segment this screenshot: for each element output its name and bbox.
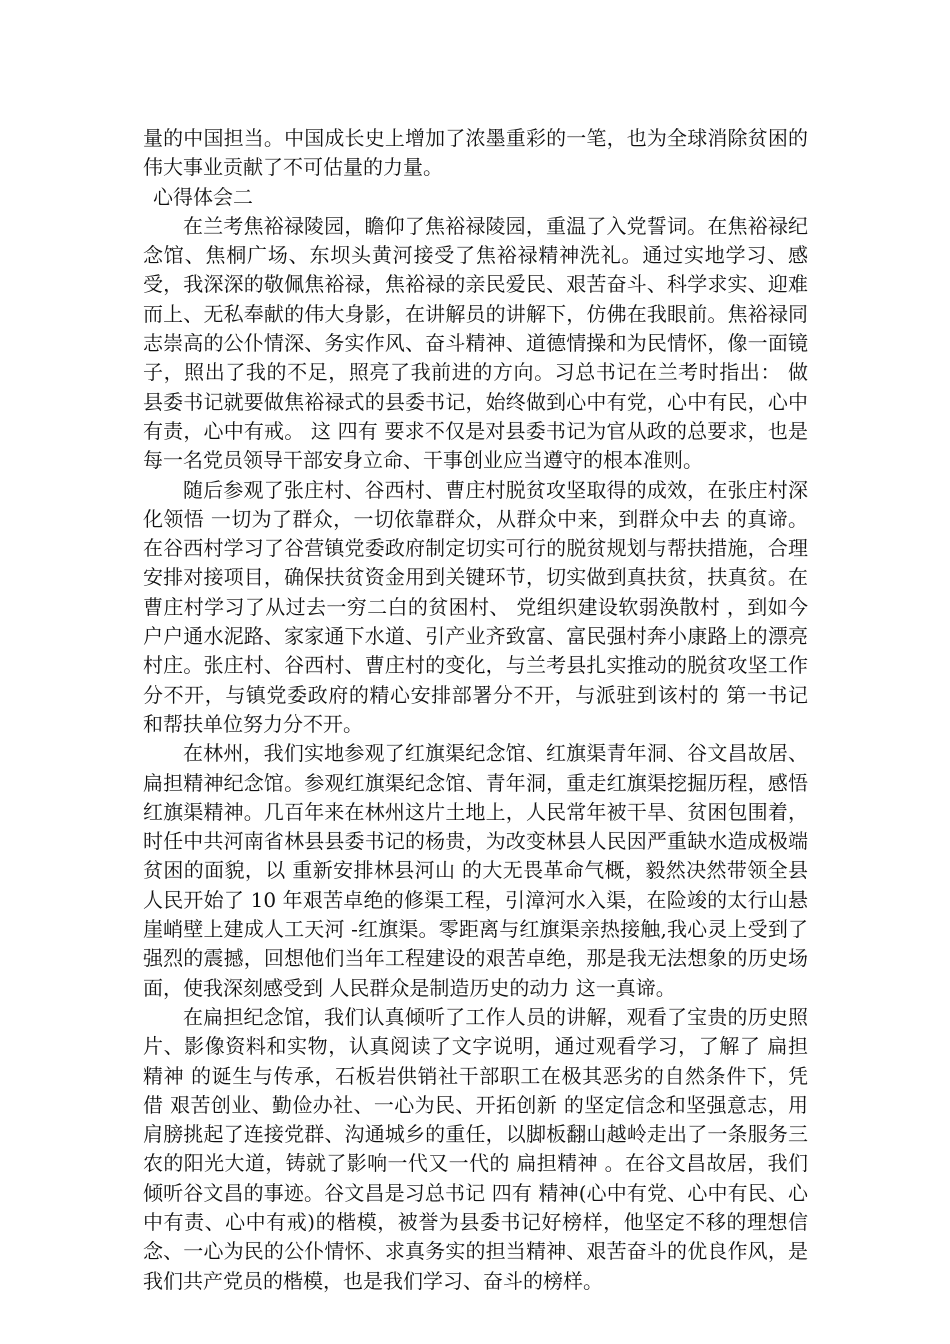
paragraph-lankao: 在兰考焦裕禄陵园，瞻仰了焦裕禄陵园，重温了入党誓词。在焦裕禄纪念馆、焦桐广场、东坝头黄河接受了焦裕禄精神洗礼。通过实地学习、感受，我深深的敬佩焦裕禄，焦裕禄的亲民爱民、艰苦奋斗、科学求实、迎难而上、无私奉献的伟大身影，在讲解员的讲解下，仿佛在我眼前。焦裕禄同志崇高的公仆情深、务实作风、奋斗精神、道德情操和为民情怀，像一面镜子，照出了我的不足，照亮了我前进的方向。习总书记在兰考时指出： 做县委书记就要做焦裕禄式的县委书记，始终做到心中有党，心中有民，心中有责，心中有戒。 这 四有 要求不仅是对县委书记为官从政的总要求，也是每一名党员领导干部安身立命、干事创业应当遵守的根本准则。 — [143, 213, 808, 473]
document-body — [143, 124, 808, 1296]
paragraph-linzhou: 在林州，我们实地参观了红旗渠纪念馆、红旗渠青年洞、谷文昌故居、扁担精神纪念馆。参观红旗渠纪念馆、青年洞，重走红旗渠挖掘历程，感悟红旗渠精神。几百年来在林州这片土地上，人民常年被干旱、贫困包围着，时任中共河南省林县县委书记的杨贵，为改变林县人民因严重缺水造成极端贫困的面貌，以 重新安排林县河山 的大无畏革命气概，毅然决然带领全县人民开始了 10 年艰苦卓绝的修渠工程，引漳河水入渠，在险竣的太行山悬崖峭壁上建成人工天河 -红旗渠。零距离与红旗渠亲热接触,我心灵上受到了强烈的震撼，回想他们当年工程建设的艰苦卓绝，那是我无法想象的历史场面，使我深刻感受到 人民群众是制造历史的动力 这一真谛。 — [143, 741, 808, 1000]
paragraph-continuation: 量的中国担当。中国成长史上增加了浓墨重彩的一笔，也为全球消除贫困的伟大事业贡献了不可估量的力量。 — [143, 126, 808, 180]
section-heading: 心得体会二 — [153, 184, 253, 209]
paragraph-villages: 随后参观了张庄村、谷西村、曹庄村脱贫攻坚取得的成效，在张庄村深化领悟 一切为了群众，一切依靠群众，从群众中来，到群众中去 的真谛。在谷西村学习了谷营镇党委政府制定切实可行的脱贫规划与帮扶措施，合理安排对接项目，确保扶贫资金用到关键环节，切实做到真扶贫，扶真贫。在曹庄村学习了从过去一穷二白的贫困村、 党组织建设软弱涣散村 ，到如今户户通水泥路、家家通下水道、引产业齐致富、富民强村奔小康路上的漂亮村庄。张庄村、谷西村、曹庄村的变化，与兰考县扎实推动的脱贫攻坚工作分不开，与镇党委政府的精心安排部署分不开，与派驻到该村的 第一书记和帮扶单位努力分不开。 — [143, 477, 808, 736]
paragraph-biandan: 在扁担纪念馆，我们认真倾听了工作人员的讲解，观看了宝贵的历史照片、影像资料和实物，认真阅读了文字说明，通过观看学习，了解了 扁担精神 的诞生与传承，石板岩供销社干部职工在极其恶劣的自然条件下，凭借 艰苦创业、勤俭办社、一心为民、开拓创新 的坚定信念和坚强意志，用肩膀挑起了连接党群、沟通城乡的重任，以脚板翻山越岭走出了一条服务三农的阳光大道，铸就了影响一代又一代的 扁担精神 。在谷文昌故居，我们倾听谷文昌的事迹。谷文昌是习总书记 四有 精神(心中有党、心中有民、心中有责、心中有戒)的楷模，被誉为县委书记好榜样，他坚定不移的理想信念、一心为民的公仆情怀、求真务实的担当精神、艰苦奋斗的优良作风，是我们共产党员的楷模，也是我们学习、奋斗的榜样。 — [143, 1004, 808, 1293]
